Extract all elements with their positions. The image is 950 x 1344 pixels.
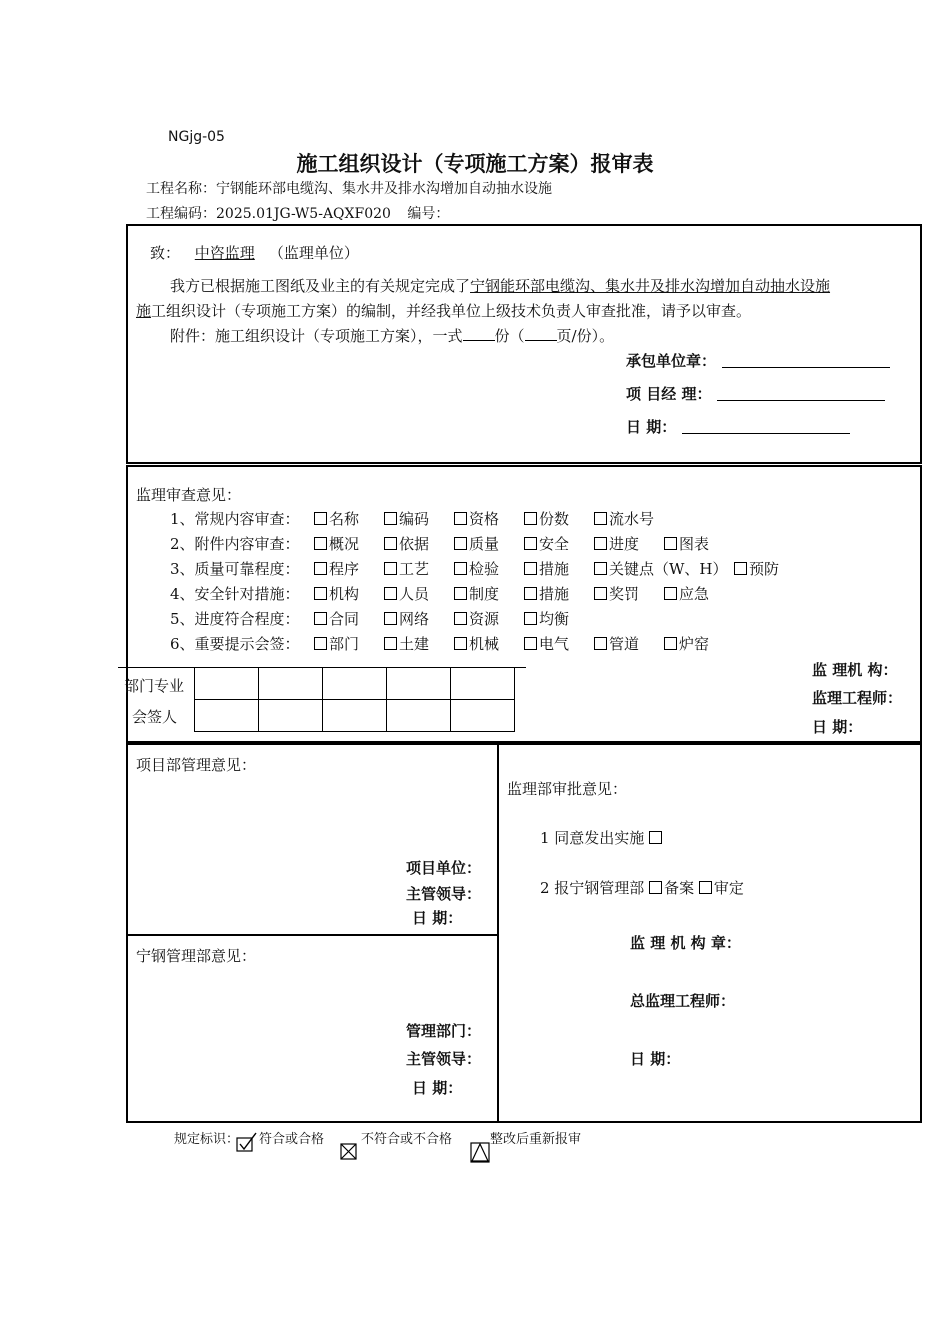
review-option-label: 电气	[539, 635, 570, 653]
review-option[interactable]	[524, 533, 594, 554]
number-label: 编号：	[407, 206, 450, 222]
checkbox-icon[interactable]	[594, 562, 607, 575]
date-row-1	[626, 416, 850, 437]
review-option-label: 图表	[679, 535, 710, 553]
filing-label: 备案	[664, 879, 695, 897]
review-option[interactable]	[664, 633, 734, 654]
mgmt-dept-label: 管理部门：	[406, 1022, 482, 1040]
review-option[interactable]	[314, 558, 384, 579]
review-option-label: 均衡	[539, 610, 570, 628]
checkbox-icon[interactable]	[384, 537, 397, 550]
to-suffix: （监理单位）	[268, 244, 359, 262]
legend-label: 规定标识：	[174, 1132, 240, 1147]
review-date-label: 日 期：	[812, 718, 863, 736]
pm-label: 项 目经 理：	[626, 385, 712, 403]
vertical-divider	[497, 743, 499, 1123]
review-row	[170, 508, 664, 529]
review-row	[170, 633, 734, 654]
pm-field[interactable]	[717, 400, 885, 401]
horizontal-divider	[126, 934, 498, 936]
para-line-1	[170, 275, 830, 296]
review-option-label: 概况	[329, 535, 360, 553]
checkbox-icon[interactable]	[454, 512, 467, 525]
review-row	[170, 608, 594, 629]
signer-label: 会签人	[132, 708, 178, 726]
review-option[interactable]	[384, 633, 454, 654]
review-option[interactable]	[594, 633, 664, 654]
grid-cell[interactable]	[323, 700, 387, 732]
review-option[interactable]	[524, 608, 594, 629]
review-row-label: 3、质量可靠程度：	[170, 560, 300, 578]
checkbox-icon[interactable]	[664, 637, 677, 650]
review-option[interactable]	[314, 633, 384, 654]
review-option-label: 网络	[399, 610, 430, 628]
review-row-label: 4、安全针对措施：	[170, 585, 300, 603]
ningbo-dept-heading: 宁钢管理部意见：	[136, 947, 257, 965]
checkbox-icon[interactable]	[524, 537, 537, 550]
review-option[interactable]	[594, 583, 664, 604]
review-option[interactable]	[384, 558, 454, 579]
date-field-1[interactable]	[682, 433, 850, 434]
review-option-label: 流水号	[609, 510, 655, 528]
grid-cell[interactable]	[387, 668, 451, 700]
checkbox-icon[interactable]	[524, 562, 537, 575]
review-option-label: 资格	[469, 510, 500, 528]
project-name-value: 宁钢能环部电缆沟、集水井及排水沟增加自动抽水设施	[216, 181, 552, 197]
copies-blank[interactable]	[463, 340, 495, 341]
checkbox-icon[interactable]	[594, 637, 607, 650]
grid-cell[interactable]	[451, 700, 515, 732]
seal-field[interactable]	[722, 367, 890, 368]
engineer-label: 监理工程师：	[812, 689, 903, 707]
checkbox-icon[interactable]	[454, 637, 467, 650]
checkbox-icon[interactable]	[734, 562, 747, 575]
para-prefix: 我方已根据施工图纸及业主的有关规定完成了	[170, 277, 471, 295]
review-option[interactable]	[384, 608, 454, 629]
review-row-label: 6、重要提示会签：	[170, 635, 300, 653]
form-code: NGjg-05	[168, 129, 225, 145]
to-row	[150, 242, 359, 263]
grid-cell[interactable]	[259, 700, 323, 732]
date-label-1: 日 期：	[626, 418, 677, 436]
cross-mark-icon	[340, 1143, 358, 1161]
review-option[interactable]	[524, 508, 594, 529]
review-option-label: 工艺	[399, 560, 430, 578]
checkbox-icon[interactable]	[314, 512, 327, 525]
para-project-end: 施	[136, 302, 152, 320]
project-unit-label: 项目单位：	[406, 859, 482, 877]
review-option[interactable]	[454, 633, 524, 654]
review-option[interactable]	[314, 608, 384, 629]
review-option-label: 合同	[329, 610, 360, 628]
para-line-2-text: 工组织设计（专项施工方案）的编制，并经我单位上级技术负责人审查批准，请予以审查。	[151, 302, 752, 320]
review-option[interactable]	[524, 558, 594, 579]
seal-label: 承包单位章：	[626, 352, 717, 370]
review-option[interactable]	[454, 583, 524, 604]
supervision-seal-label: 监 理 机 构 章：	[630, 934, 741, 952]
checkbox-icon[interactable]	[384, 612, 397, 625]
project-date-label: 日 期：	[412, 909, 463, 927]
checkbox-icon[interactable]	[314, 637, 327, 650]
review-row	[170, 583, 734, 604]
review-heading: 监理审查意见：	[136, 486, 242, 504]
grid-cell[interactable]	[451, 668, 515, 700]
checkbox-icon[interactable]	[454, 537, 467, 550]
review-row	[170, 533, 734, 554]
review-option-label: 关键点（W、H）	[609, 560, 728, 578]
checkbox-icon[interactable]	[454, 612, 467, 625]
review-option-label: 措施	[539, 585, 570, 603]
checkbox-icon[interactable]	[524, 587, 537, 600]
review-option[interactable]	[524, 633, 594, 654]
checkbox-icon[interactable]	[384, 587, 397, 600]
review-option-label: 资源	[469, 610, 500, 628]
checkbox-icon[interactable]	[664, 537, 677, 550]
review-option-label: 应急	[679, 585, 710, 603]
review-option[interactable]	[384, 508, 454, 529]
review-option-label: 炉窑	[679, 635, 710, 653]
review-option-label: 人员	[399, 585, 430, 603]
review-option[interactable]	[664, 533, 734, 554]
org-label: 监 理机 构：	[812, 661, 898, 679]
review-option-label: 质量	[469, 535, 500, 553]
review-row-label: 1、常规内容审查：	[170, 510, 300, 528]
checkbox-icon[interactable]	[314, 562, 327, 575]
review-option[interactable]	[454, 558, 524, 579]
to-label: 致：	[150, 244, 181, 262]
checkbox-icon[interactable]	[594, 587, 607, 600]
chief-engineer-label: 总监理工程师：	[630, 992, 736, 1010]
review-option-label: 份数	[539, 510, 570, 528]
pages-blank[interactable]	[525, 340, 557, 341]
mgmt-date-label: 日 期：	[412, 1079, 463, 1097]
checkbox-icon[interactable]	[314, 612, 327, 625]
triangle-mark-icon	[470, 1142, 492, 1164]
checkbox-icon[interactable]	[384, 512, 397, 525]
checkbox-icon[interactable]	[594, 512, 607, 525]
project-leader-label: 主管领导：	[406, 885, 482, 903]
review-option-label: 措施	[539, 560, 570, 578]
review-option[interactable]	[524, 583, 594, 604]
para-line-2	[136, 300, 751, 321]
legend-ok: 符合或合格	[259, 1132, 325, 1147]
seal-row	[626, 350, 890, 371]
attachment-row	[170, 325, 614, 346]
review-option[interactable]	[734, 558, 804, 579]
review-option-label: 预防	[749, 560, 780, 578]
review-option-label: 编码	[399, 510, 430, 528]
checkbox-icon[interactable]	[454, 562, 467, 575]
project-code-value: 2025.01JG-W5-AQXF020	[216, 206, 391, 222]
review-option-label: 机械	[469, 635, 500, 653]
grid-cell[interactable]	[195, 700, 259, 732]
checkbox-icon[interactable]	[524, 612, 537, 625]
review-option[interactable]	[454, 608, 524, 629]
review-label: 审定	[713, 879, 744, 897]
review-option-label: 制度	[469, 585, 500, 603]
project-code-label: 工程编码：	[146, 206, 216, 222]
pm-row	[626, 383, 885, 404]
filing-checkbox[interactable]	[649, 881, 662, 894]
review-option-label: 名称	[329, 510, 360, 528]
checkbox-icon[interactable]	[524, 512, 537, 525]
review-option-label: 检验	[469, 560, 500, 578]
legend-fail: 不符合或不合格	[361, 1132, 453, 1147]
review-option[interactable]	[664, 583, 734, 604]
review-option[interactable]	[314, 583, 384, 604]
grid-cell[interactable]	[323, 668, 387, 700]
to-value: 中咨监理	[194, 244, 255, 262]
review-option-label: 土建	[399, 635, 430, 653]
grid-cell[interactable]	[387, 700, 451, 732]
review-option-label: 管道	[609, 635, 640, 653]
checkbox-icon[interactable]	[594, 537, 607, 550]
review-option[interactable]	[384, 583, 454, 604]
grid-cell[interactable]	[195, 668, 259, 700]
checkbox-icon[interactable]	[524, 637, 537, 650]
signoff-grid	[194, 667, 515, 732]
page-title: 施工组织设计（专项施工方案）报审表	[296, 152, 654, 176]
dept-label: 部门专业	[124, 677, 185, 695]
project-code-row	[146, 203, 449, 223]
review-option[interactable]	[314, 533, 384, 554]
review-row-label: 2、附件内容审查：	[170, 535, 300, 553]
supervision-date-label: 日 期：	[630, 1050, 681, 1068]
checkbox-icon[interactable]	[664, 587, 677, 600]
mgmt-leader-label: 主管领导：	[406, 1050, 482, 1068]
review-option[interactable]	[454, 533, 524, 554]
section-approvals	[126, 743, 922, 1123]
check-mark-icon	[236, 1132, 258, 1152]
review-option-label: 进度	[609, 535, 640, 553]
review-option-label: 奖罚	[609, 585, 640, 603]
review-checkbox[interactable]	[699, 881, 712, 894]
checkbox-icon[interactable]	[314, 587, 327, 600]
approve-item-2	[540, 877, 744, 898]
project-name-label: 工程名称：	[146, 181, 216, 197]
supervision-heading: 监理部审批意见：	[507, 780, 628, 798]
review-option[interactable]	[384, 533, 454, 554]
checkbox-icon[interactable]	[454, 587, 467, 600]
review-option-label: 部门	[329, 635, 360, 653]
attach-text-c: 页/份）。	[556, 327, 615, 345]
approve-item-2-label: 2 报宁钢管理部	[540, 879, 645, 897]
approve-item-1	[540, 827, 664, 848]
review-option[interactable]	[314, 508, 384, 529]
legend-redo: 整改后重新报审	[490, 1132, 582, 1147]
review-option[interactable]	[594, 508, 664, 529]
review-option[interactable]	[594, 558, 734, 579]
review-option[interactable]	[454, 508, 524, 529]
review-option-label: 依据	[399, 535, 430, 553]
review-option-label: 机构	[329, 585, 360, 603]
review-row	[170, 558, 804, 579]
grid-cell[interactable]	[259, 668, 323, 700]
review-row-label: 5、进度符合程度：	[170, 610, 300, 628]
review-option-label: 安全	[539, 535, 570, 553]
approve-item-1-label: 1 同意发出实施	[540, 829, 645, 847]
checkbox-icon[interactable]	[384, 562, 397, 575]
approve-checkbox[interactable]	[649, 831, 662, 844]
para-project: 宁钢能环部电缆沟、集水井及排水沟增加自动抽水设施	[470, 277, 831, 295]
attach-text-b: 份（	[494, 327, 525, 345]
project-dept-heading: 项目部管理意见：	[136, 756, 257, 774]
review-option[interactable]	[594, 533, 664, 554]
checkbox-icon[interactable]	[384, 637, 397, 650]
checkbox-icon[interactable]	[314, 537, 327, 550]
project-name-row	[146, 178, 552, 198]
review-option-label: 程序	[329, 560, 360, 578]
attach-text-a: 附件：施工组织设计（专项施工方案），一式	[170, 327, 463, 345]
